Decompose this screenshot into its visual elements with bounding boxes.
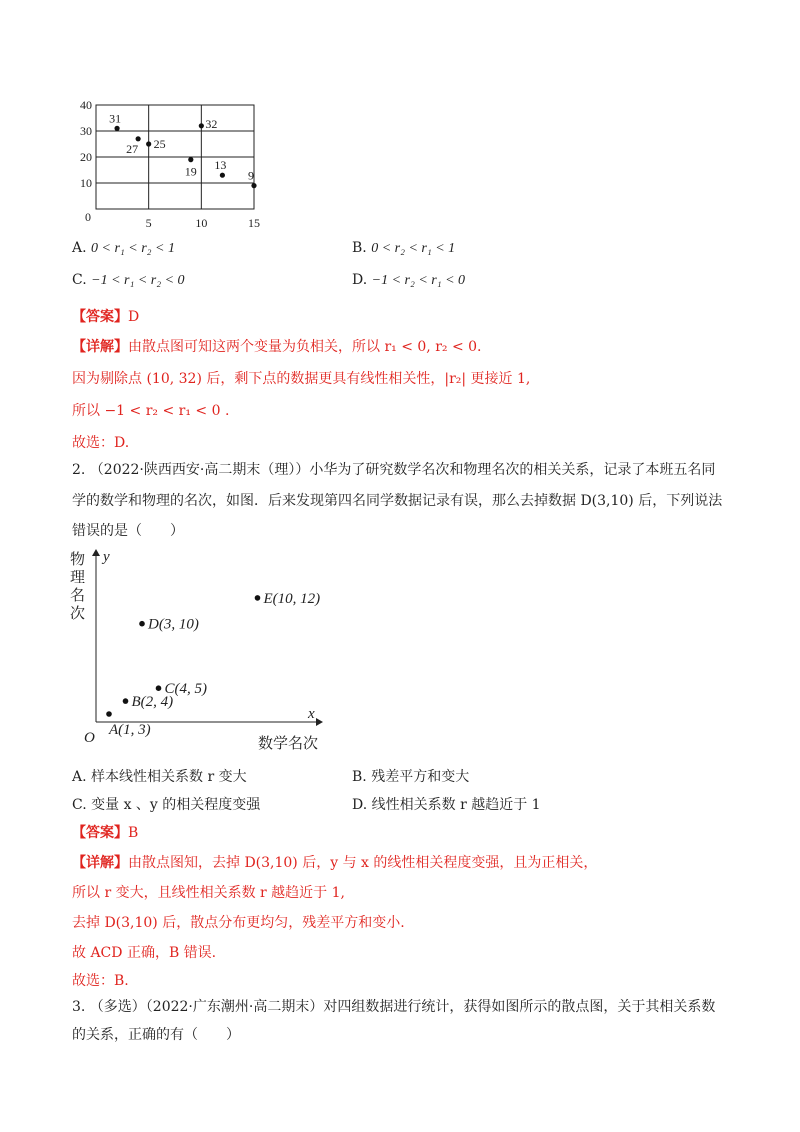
q1-origin-label: 0	[85, 210, 91, 224]
q1-option-a[interactable]: A. 0 < r₁ < r₂ < 1	[72, 240, 175, 256]
q2-answer-value: B	[128, 825, 139, 841]
q2-option-b-text: 残差平方和变大	[371, 769, 470, 785]
q2-option-d-text: 线性相关系数 r 越趋近于 1	[371, 797, 541, 813]
q1-point	[146, 141, 151, 146]
q2-detail-line-4: 故 ACD 正确，B 错误.	[72, 945, 217, 961]
q1-y-tick-label: 10	[80, 176, 92, 190]
q1-point-label: 25	[153, 137, 166, 151]
q2-option-c[interactable]: C. 变量 x 、y 的相关程度变强	[72, 797, 261, 813]
q1-option-d-text: −1 < r₂ < r₁ < 0	[371, 273, 466, 288]
q2-option-b[interactable]: B. 残差平方和变大	[352, 769, 470, 785]
q1-y-tick-label: 40	[80, 98, 92, 112]
q2-detail-line-1: 【详解】由散点图知，去掉 D(3,10) 后，y 与 x 的线性相关程度变强，且为正相关，	[72, 855, 598, 871]
q1-option-c-text: −1 < r₁ < r₂ < 0	[91, 273, 185, 288]
q1-point-label: 13	[214, 158, 227, 173]
q1-option-a-text: 0 < r₁ < r₂ < 1	[91, 241, 175, 256]
q1-detail-line-3: 所以 −1 < r₂ < r₁ < 0 .	[72, 403, 230, 419]
q1-point-label: 32	[205, 116, 218, 131]
q1-point	[199, 123, 204, 128]
q1-answer: 【答案】D	[72, 309, 140, 325]
q1-x-tick-label: 15	[248, 216, 260, 230]
q1-point	[188, 157, 193, 162]
q1-detail-line-1: 【详解】由散点图可知这两个变量为负相关，所以 r₁ < 0, r₂ < 0.	[72, 339, 482, 355]
q1-option-c[interactable]: C. −1 < r₁ < r₂ < 0	[72, 272, 185, 288]
q2-y-axis-title: 物理名次	[70, 552, 86, 622]
q1-option-d[interactable]: D. −1 < r₂ < r₁ < 0	[352, 272, 466, 288]
q1-answer-value: D	[128, 309, 140, 325]
q2-point-label: D(3, 10)	[148, 616, 199, 633]
q2-option-d[interactable]: D. 线性相关系数 r 越趋近于 1	[352, 797, 541, 813]
q1-point	[251, 183, 256, 188]
q2-option-a-text: 样本线性相关系数 r 变大	[91, 769, 247, 785]
q1-x-tick-label: 5	[145, 216, 152, 230]
q1-x-tick-label: 10	[195, 216, 208, 230]
q2-stem-line-3: 错误的是（ ）	[72, 523, 184, 539]
q2-option-c-text: 变量 x 、y 的相关程度变强	[91, 797, 261, 813]
q2-point-e	[255, 595, 261, 601]
q2-point-a	[106, 711, 112, 717]
q2-point-label: A(1, 3)	[109, 722, 151, 738]
q2-stem-line-1: 2. （2022·陕西西安·高二期末（理））小华为了研究数学名次和物理名次的相关关系，记录了本班五名同	[72, 462, 716, 478]
q2-point-label: E(10, 12)	[263, 590, 321, 607]
q1-y-tick-label: 30	[80, 124, 92, 138]
q1-point	[220, 173, 225, 178]
q1-point-label: 9	[248, 168, 254, 183]
q3-stem-line-2: 的关系，正确的有（ ）	[72, 1027, 240, 1043]
q1-conclusion: 故选：D.	[72, 435, 130, 451]
q2-detail-line-2: 所以 r 变大，且线性相关系数 r 越趋近于 1,	[72, 885, 345, 901]
q1-option-b[interactable]: B. 0 < r₂ < r₁ < 1	[352, 240, 456, 256]
q1-point-label: 19	[184, 164, 197, 179]
q2-x-axis-title: 数学名次	[257, 736, 318, 752]
q2-point-label: C(4, 5)	[164, 681, 207, 698]
q2-option-a[interactable]: A. 样本线性相关系数 r 变大	[72, 769, 247, 785]
q1-detail-line-2: 因为剔除点 (10, 32) 后，剩下点的数据更具有线性相关性，|r₂| 更接近 1,	[72, 371, 531, 387]
q1-point	[136, 136, 141, 141]
q2-detail-line-3: 去掉 D(3,10) 后，散点分布更均匀，残差平方和变小.	[72, 915, 405, 931]
q1-scatter-chart	[70, 96, 270, 232]
q1-point-label: 27	[126, 141, 139, 156]
q2-x-axis-letter: x	[308, 706, 315, 722]
q1-option-b-text: 0 < r₂ < r₁ < 1	[371, 241, 456, 256]
q2-point-label: B(2, 4)	[131, 694, 174, 711]
q1-y-tick-label: 20	[80, 150, 92, 164]
q2-scatter-chart	[72, 542, 352, 758]
q2-conclusion: 故选：B.	[72, 973, 129, 989]
q2-y-axis-letter: y	[103, 549, 110, 565]
q1-point-label: 31	[109, 111, 122, 126]
q3-stem-line-1: 3. （多选）（2022·广东潮州·高二期末）对四组数据进行统计，获得如图所示的散点图，关于其相关系数	[72, 999, 716, 1015]
q2-origin-label: O	[84, 730, 95, 746]
q2-stem-line-2: 学的数学和物理的名次，如图．后来发现第四名同学数据记录有误，那么去掉数据 D(3,10) 后，下列说法	[72, 493, 723, 509]
q2-point-d	[139, 621, 145, 627]
q2-point-c	[156, 685, 162, 691]
q2-answer: 【答案】B	[72, 825, 139, 841]
q2-point-b	[123, 698, 129, 704]
q1-point	[114, 126, 119, 131]
